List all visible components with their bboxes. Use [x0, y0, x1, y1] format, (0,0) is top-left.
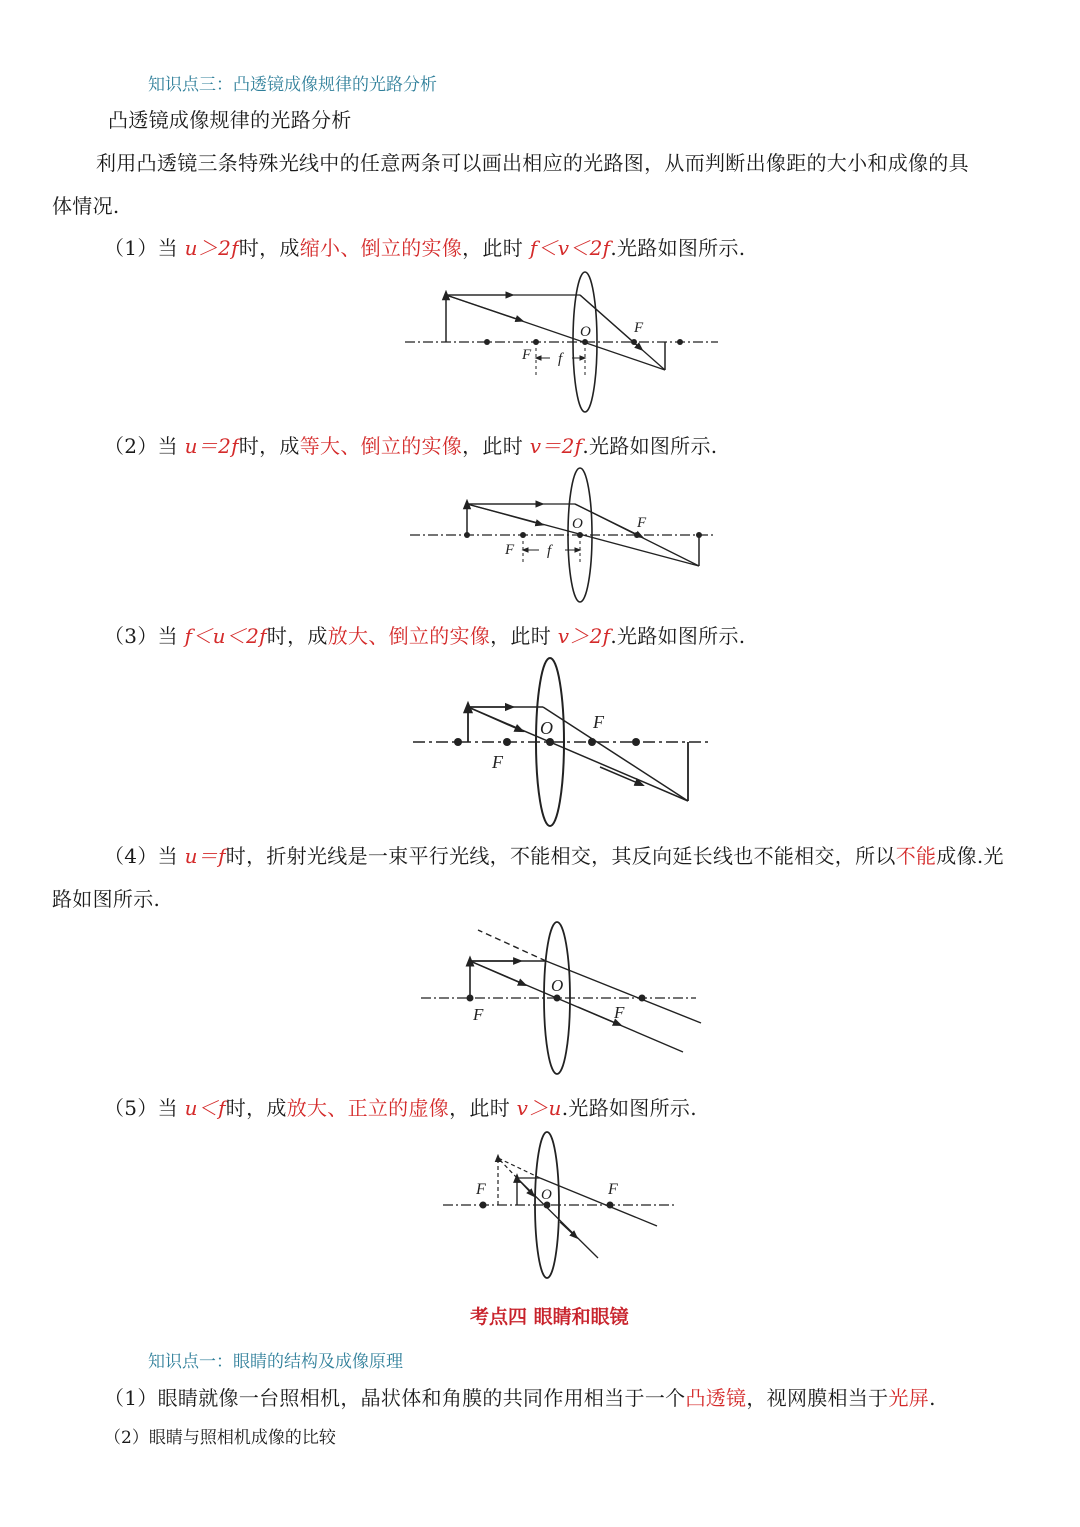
section-title: 知识点三：凸透镜成像规律的光路分析: [148, 75, 437, 95]
kp1-title: 知识点一：眼睛的结构及成像原理: [148, 1352, 403, 1372]
case-1-text: （1）当 u＞2f时，成缩小、倒立的实像，此时 f＜v＜2f.光路如图所示.: [104, 236, 746, 260]
dist-label-1: f: [558, 351, 563, 367]
case-3-text: （3）当 f＜u＜2f时，成放大、倒立的实像，此时 v＞2f.光路如图所示.: [104, 624, 746, 648]
f-label-1b: F: [634, 320, 644, 336]
intro-line-2: 体情况.: [52, 194, 120, 218]
subtitle: 凸透镜成像规律的光路分析: [108, 108, 352, 132]
o-label-4: O: [551, 976, 564, 995]
case-2-text: （2）当 u＝2f时，成等大、倒立的实像，此时 v＝2f.光路如图所示.: [104, 434, 718, 458]
o-label-1: O: [580, 324, 591, 340]
f-label-1a: F: [522, 347, 532, 363]
o-label-2: O: [572, 516, 583, 532]
diagram-5: [440, 1128, 680, 1280]
o-label-5: O: [541, 1187, 552, 1203]
o-label-3: O: [540, 718, 553, 738]
diagram-1: [400, 270, 730, 420]
f-label-4a: F: [473, 1005, 484, 1024]
intro-line-1: 利用凸透镜三条特殊光线中的任意两条可以画出相应的光路图，从而判断出像距的大小和成像的具: [96, 151, 969, 175]
f-label-3a: F: [593, 712, 604, 732]
diagram-4: [418, 918, 708, 1073]
f-label-3b: F: [492, 752, 503, 772]
f-label-5b: F: [608, 1181, 618, 1198]
case-4-text: （4）当 u＝f时，折射光线是一束平行光线，不能相交，其反向延长线也不能相交，所以不能成像.光: [104, 844, 1004, 868]
f-label-4b: F: [614, 1003, 625, 1022]
f-label-5a: F: [476, 1181, 486, 1198]
f-label-2a: F: [505, 542, 515, 558]
case-5-text: （5）当 u＜f时，成放大、正立的虚像，此时 v＞u.光路如图所示.: [104, 1096, 697, 1120]
f-label-2b: F: [637, 515, 647, 531]
section-4-heading: 考点四 眼睛和眼镜: [470, 1306, 629, 1328]
dist-label-2: f: [547, 543, 552, 559]
eye-line-2: （2）眼睛与照相机成像的比较: [104, 1428, 336, 1448]
diagram-3: [410, 655, 720, 830]
case-4-text-line2: 路如图所示.: [52, 887, 161, 911]
eye-line-1: （1）眼睛就像一台照相机，晶状体和角膜的共同作用相当于一个凸透镜，视网膜相当于光屏.: [104, 1386, 936, 1410]
diagram-2: [405, 470, 725, 610]
